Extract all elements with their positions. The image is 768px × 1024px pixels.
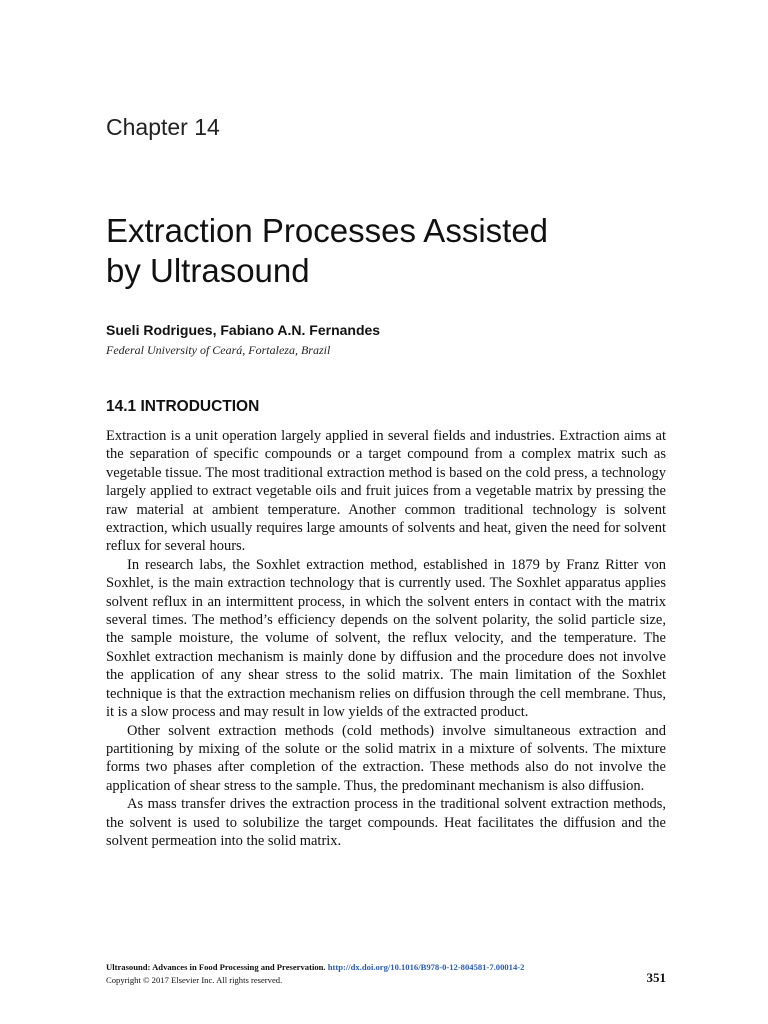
footer-doi-link[interactable]: http://dx.doi.org/10.1016/B978-0-12-804581-7.00014-2 [327,962,525,972]
author-affiliation: Federal University of Ceará, Fortaleza, Brazil [106,343,331,357]
paragraph-2: In research labs, the Soxhlet extraction method, established in 1879 by Franz Ritter von Soxhlet, is the main extraction technology that is currently used. The Soxhlet apparatus applies solvent reflux in an intermittent process, in which the solvent enters in contact with the matrix several times. The method’s efficiency depends on the solvent polarity, the solid particle size, the sample moisture, the volume of solvent, the reflux velocity, and the temperature. The Soxhlet extraction mechanism is mainly done by diffusion and the procedure does not involve the application of any shear stress to the solid matrix. The main limitation of the Soxhlet technique is that the extraction mechanism relies on diffusion through the cell membrane. Thus, it is a slow process and may result in low yields of the extracted product. [106,556,666,721]
chapter-label: Chapter 14 [106,114,220,140]
section-body [106,427,666,850]
chapter-title-line-2: by Ultrasound [106,252,310,289]
footer-book-title: Ultrasound: Advances in Food Processing and Preservation. [106,962,326,972]
page-number: 351 [646,970,666,985]
page-footer [106,961,666,987]
paragraph-1: Extraction is a unit operation largely applied in several fields and industries. Extraction aims at the separation of specific compounds or a target compound from a complex matrix such as vegetable tissue. The most traditional extraction method is based on the cold press, a technology largely applied to extract vegetable oils and fruit juices from a vegetable matrix by pressing the raw material at ambient temperature. Another common traditional technology is solvent extraction, which usually requires large amounts of solvents and heat, given the need for solvent reflux for several hours. [106,428,666,555]
footer-citation [106,961,666,974]
author-names: Sueli Rodrigues, Fabiano A.N. Fernandes [106,322,381,338]
chapter-title-line-1: Extraction Processes Assisted [106,212,549,249]
section-heading: 14.1 INTRODUCTION [106,398,260,415]
paragraph-4: As mass transfer drives the extraction process in the traditional solvent extraction methods, the solvent is used to solubilize the target compounds. Heat facilitates the diffusion and the solvent permeation into the solid matrix. [106,796,666,849]
footer-copyright: Copyright © 2017 Elsevier Inc. All rights reserved. [106,975,283,985]
chapter-title [106,211,548,291]
paragraph-3: Other solvent extraction methods (cold methods) involve simultaneous extraction and partitioning by mixing of the solute or the solid matrix in a mixture of solvents. The mixture forms two phases after completion of the extraction. These methods also do not involve the application of shear stress to the sample. Thus, the predominant mechanism is also diffusion. [106,722,666,794]
